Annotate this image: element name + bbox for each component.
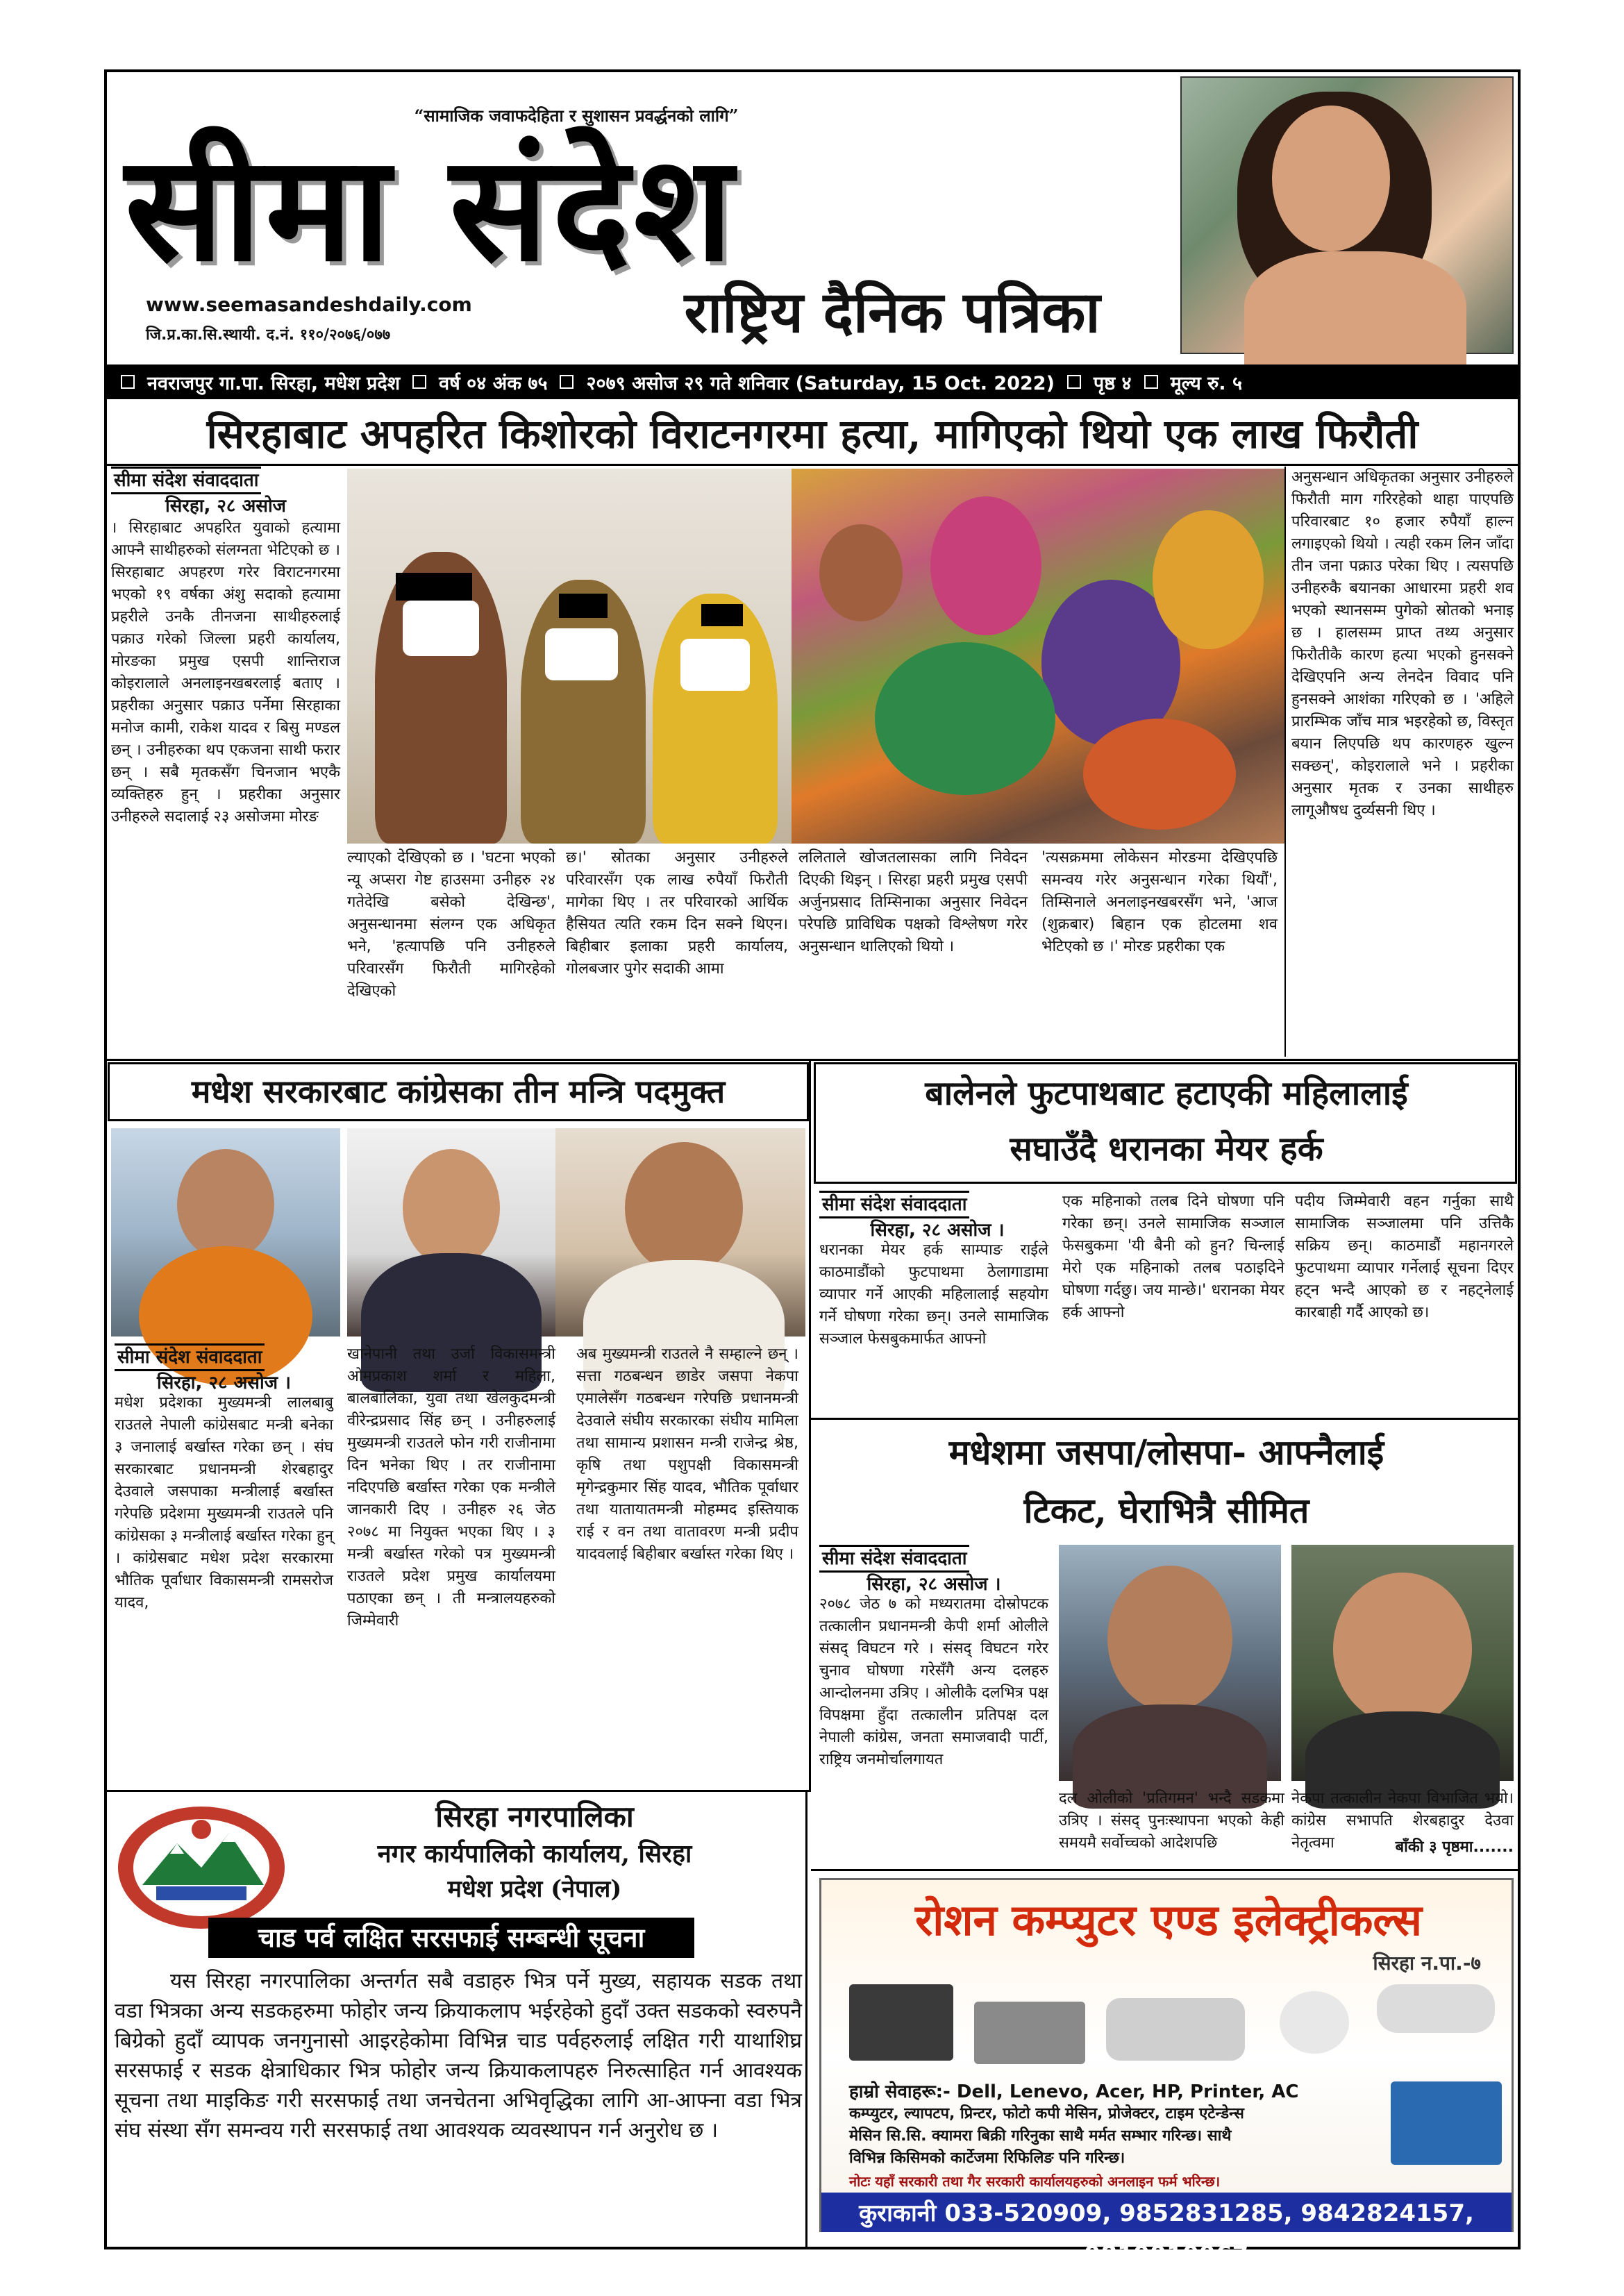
ad-location: सिरहा न.पा.-७ [1373, 1952, 1481, 1975]
story3-col1: धरानका मेयर हर्क साम्पाङ राईले काठमाडौंको फुटपाथमा ठेलागाडामा व्यापार गर्ने आएकी महिलालाई सहयोग गर्ने घोषणा गरेका छन्। उनले सामाजिक सञ्जाल फेसबुकमार्फत आफ्नो [819, 1241, 1048, 1348]
info-page: पृष्ठ ४ [1093, 372, 1132, 394]
face-mask [403, 601, 479, 656]
story2-col3: अब मुख्यमन्त्री राउतले नै सम्हाल्ने छन् । सत्ता गठबन्धन छाडेर जसपा नेकपा एमालेसँग गठबन्धन गरेपछि प्रधानमन्त्री देउवाले संघीय सरकारका संघीय मामिला तथा सामान्य प्रशासन मन्त्री राजेन्द्र श्रेष्ठ, कृषि तथा पशुपक्षी विकासमन्त्री मृगेन्द्रकुमार सिंह यादव, भौतिक पूर्वाधार तथा यातायातमन्त्री मोहम्मद इस्तियाक राई र वन तथा वातावरण मन्त्री प्रदीप यादवलाई बिहीबार बर्खास्त गरेका थिए । [576, 1346, 798, 1563]
square-bullet-icon [1067, 375, 1081, 389]
photo-face [177, 1149, 274, 1260]
story4-headline-line2: टिकट, घेराभित्रै सीमित [1023, 1490, 1309, 1531]
photo-face [1333, 1573, 1472, 1725]
info-bar [104, 364, 1521, 399]
divider [104, 1790, 811, 1792]
story1-col3: छ।' स्रोतका अनुसार उनीहरुले परिवारसँग एक लाख रुपैयाँ फिरौती मागेका थिए । तर परिवारको आर्थिक हैसियत त्यति रकम दिन सक्ने थिएन। बिहीबार इलाका प्रहरी कार्यालय, गोलबजार पुगेर सदाकी आमा [566, 849, 788, 978]
website-link[interactable]: www.seemasandeshdaily.com [146, 293, 472, 316]
story4-col3: नेकपा तत्कालीन नेकपा विभाजित भयो।कांग्रेस सभापति शेरबहादुर देउवा नेतृत्वमा [1291, 1790, 1514, 1852]
notice-org: सिरहा नगरपालिका [435, 1800, 634, 1834]
ad-services-line2: मेसिन सि.सि. क्यामरा बिक्री गरिनुका साथै मर्मत सम्भार गरिन्छ। साथै [849, 2127, 1232, 2145]
monitor-icon [849, 1984, 953, 2061]
printer-icon [974, 2002, 1085, 2064]
government-emblem [115, 1802, 288, 1934]
story3-col2: एक महिनाको तलब दिने घोषणा पनि गरेका छन्। उनले सामाजिक सञ्जाल फेसबुकमा 'यी बैनी को हुन? चिन्लाई मेरो एक महिनाको तलब पठाइदिने घोषणा गर्दछु। जय मान्छे।' धरानका मेयर हर्क आफ्नो [1062, 1193, 1284, 1321]
story2-dateline: सिरहा, २८ असोज । [157, 1373, 291, 1393]
face-mask [545, 628, 618, 680]
info-price: मूल्य रु. ५ [1170, 372, 1242, 394]
photo-person [875, 642, 1055, 795]
photo-face [625, 1142, 743, 1274]
story1-byline: सीमा संदेश संवाददाता [111, 467, 261, 494]
story2-col1: मधेश प्रदेशका मुख्यमन्त्री लालबाबु राउतले नेपाली कांग्रेसबाट मन्त्री बनेका ३ जनालाई बर्खास्त गरेका छन् । संघ सरकारबाट प्रधानमन्त्री शेरबहादुर देउवाले जसपाका मन्त्रीलाई बर्खास्त गरेपछि प्रदेशमा मुख्यमन्त्री राउतले पनि कांग्रेसका ३ मन्त्रीलाई बर्खास्त गरेका हुन् । कांग्रेसबाट मधेश प्रदेश सरकारमा भौतिक पूर्वाधार विकासमन्त्री रामसरोज यादव, [115, 1394, 333, 1611]
story2-minister1-photo [111, 1128, 340, 1336]
ad-shop-name: रोशन कम्प्युटर एण्ड इलेक्ट्रीकल्स [914, 1895, 1423, 1945]
story3-headline-line2: सघाउँदै धरानका मेयर हर्क [1010, 1130, 1323, 1168]
story1-dateline: सिरहा, २८ असोज [165, 496, 286, 517]
story4-headline[interactable] [819, 1423, 1514, 1540]
notice-province: मधेश प्रदेश (नेपाल) [447, 1875, 622, 1903]
ad-contact[interactable]: कुराकानी 033-520909, 9852831285, 9842824157, 9819919967 [821, 2193, 1512, 2232]
story1-suspects-photo [347, 469, 792, 844]
story1-family-photo [792, 469, 1284, 844]
story2-byline: सीमा संदेश संवाददाता [115, 1343, 265, 1371]
story3-byline-block [819, 1191, 1055, 1242]
story4-politician2-photo [1291, 1545, 1514, 1781]
info-date: २०७९ असोज २९ गते शनिवार (Saturday, 15 Oct. 2022) [586, 372, 1055, 394]
info-volume: वर्ष ०४ अंक ७५ [439, 372, 548, 394]
story1-col2: ल्याएको देखिएको छ । 'घटना भएको न्यू अप्सरा गेष्ट हाउसमा उनीहरु २४ गतेदेखि बसेको देखिन्छ', अनुसन्धानमा संलग्न एक अधिकृत भने, 'हत्यापछि पनि उनीहरुले परिवारसँग फिरौती मागिरहेको देखिएको [347, 849, 555, 1000]
notice-title: चाड पर्व लक्षित सरसफाई सम्बन्धी सूचना [208, 1918, 694, 1958]
computer-shop-ad[interactable] [819, 1878, 1514, 2269]
column-rule [805, 1791, 807, 2249]
censor-bar [559, 594, 608, 618]
story4-col1: २०७८ जेठ ७ को मध्यरातमा दोस्रोपटक तत्कालीन प्रधानमन्त्री केपी शर्मा ओलीले संसद् विघटन गरे । संसद् विघटन गरेर चुनाव घोषणा गरेसँगै अन्य दलहरु आन्दोलनमा उत्रिए । ओलीकै दलभित्र पक्ष विपक्षमा हुँदा तत्कालीन प्रतिपक्ष दल नेपाली कांग्रेस, जनता समाजवादी पार्टी, राष्ट्रिय जनमोर्चालगायत [819, 1595, 1048, 1768]
photo-person [521, 580, 646, 844]
story1-col1: । सिरहाबाट अपहरित युवाको हत्यामा आफ्नै साथीहरुको संलग्नता भेटिएको छ । सिरहाबाट अपहरण गरेर विराटनगरमा भएको १९ वर्षका अंशु सदाको हत्यामा प्रहरीले उनकै तीनजना साथीहरुलाई पक्राउ गरेको जिल्ला प्रहरी कार्यालय, मोरङका प्रमुख एसपी शान्तिराज कोइरालाले अनलाइनखबरलाई बताए । प्रहरीका अनुसार पक्राउ पर्नेमा सिरहाका मनोज कामी, राकेश यादव र बिसु मण्डल छन् । उनीहरुका थप एकजना साथी फरार छन् । सबै मृतकसँग चिनजान भएकै व्यक्तिहरु हुन् । प्रहरीका अनुसार उनीहरुले सदालाई २३ असोजमा मोरङ [111, 519, 340, 826]
story4-byline: सीमा संदेश संवाददाता [819, 1545, 969, 1573]
info-address: नवराजपुर गा.पा. सिरहा, मधेश प्रदेश [147, 372, 401, 394]
photo-person [930, 496, 1041, 635]
story1-col5: 'त्यसक्रममा लोकेसन मोरङमा देखिएपछि समन्वय गरेर अनुसन्धान गरेका थियौं', तिम्सिनाले अनलाइनखबरसँग भने, 'आज (शुक्रबार) बिहान एक होटलमा शव भेटिएको छ ।' मोरङ प्रहरीका एक [1041, 849, 1278, 955]
notice-office: नगर कार्यपालिको कार्यालय, सिरहा [377, 1839, 692, 1868]
column-rule [1284, 467, 1286, 1057]
newspaper-logo: सीमा संदेश [125, 122, 737, 294]
ad-note: नोटः यहाँ सरकारी तथा गैर सरकारी कार्यालयहरुको अनलाइन फर्म भरिन्छ। [849, 2173, 1221, 2190]
ad-brands: हाम्रो सेवाहरू:- Dell, Lenevo, Acer, HP, Printer, AC [849, 2081, 1299, 2102]
cover-photo-face [1272, 106, 1390, 251]
laptop-icon [1391, 2081, 1502, 2165]
story1-byline-block [111, 467, 340, 518]
nepal-emblem-icon [115, 1802, 288, 1934]
story3-headline[interactable] [819, 1066, 1514, 1177]
censor-bar [396, 573, 472, 601]
story1-col4: ललिताले खोजतलासका लागि निवेदन दिएकी थिइन् । सिरहा प्रहरी प्रमुख एसपी अर्जुनप्रसाद तिम्सिनाका अनुसार निवेदन परेपछि प्राविधिक पक्षको विश्लेषण गरेर अनुसन्धान थालिएको थियो । [798, 849, 1028, 955]
story2-byline-block [115, 1343, 333, 1395]
story4-byline-block [819, 1545, 1048, 1596]
divider [811, 1418, 1519, 1420]
photo-face [403, 1149, 500, 1267]
divider [811, 1869, 1519, 1871]
story2-minister2-photo [347, 1128, 555, 1336]
divider [104, 464, 1521, 466]
face-mask [680, 639, 750, 691]
photo-person [1153, 510, 1264, 649]
photo-person [653, 594, 778, 844]
story4-politician1-photo [1059, 1545, 1281, 1781]
story3-headline-line1: बालेनले फुटपाथबाट हटाएकी महिलालाई [925, 1074, 1408, 1113]
square-bullet-icon [121, 375, 135, 389]
photo-person [819, 524, 903, 621]
dome-camera-icon [1280, 1991, 1349, 2054]
story2-headline[interactable]: मधेश सरकारबाट कांग्रेसका तीन मन्त्रि पदमुक्त [191, 1073, 726, 1110]
square-bullet-icon [1144, 375, 1158, 389]
cover-photo [1180, 76, 1514, 354]
story4-headline-line1: मधेशमा जसपा/लोसपा- आफ्नैलाई [948, 1432, 1384, 1473]
photo-face [1107, 1566, 1232, 1711]
story1-col6: अनुसन्धान अधिकृतका अनुसार उनीहरुले फिरौती माग गरिरहेको थाहा पाएपछि परिवारबाट १० हजार रुपैयाँ हाल्न लगाइएको थियो । त्यही रकम लिन जाँदा तीन जना पक्राउ परेका थिए । त्यसपछि उनीहरुकै बयानका आधारमा प्रहरी शव भएको स्थानसम्म पुगेको स्रोतको भनाइ छ । हालसम्म प्राप्त तथ्य अनुसार फिरौतीकै कारण हत्या भएको हुनसक्ने देखिएपनि अन्य लेनदेन विवाद पनि हुनसक्ने आशंका गरिएको छ । 'अहिले प्रारम्भिक जाँच मात्र भइरहेको छ, विस्तृत बयान लिएपछि थप कारणहरु खुल्न सक्छन्', कोइरालाले भने । प्रहरीका अनुसार मृतक र उनका साथीहरु लागूऔषध दुर्व्यसनी थिए । [1291, 469, 1514, 819]
story3-byline: सीमा संदेश संवाददाता [819, 1191, 969, 1218]
story4-dateline: सिरहा, २८ असोज । [867, 1574, 1001, 1595]
story4-col2: दल ओलीको 'प्रतिगमन' भन्दै सडकमा उत्रिए । संसद् पुनःस्थापना भएको केही समयमै सर्वोच्चको आदेशपछि [1059, 1790, 1284, 1852]
masthead-tagline: “सामाजिक जवाफदेहिता र सुशासन प्रवर्द्धनको लागि” [414, 106, 739, 126]
story4-continued[interactable]: बाँकी ३ पृष्ठमा....... [1395, 1838, 1514, 1856]
ad-services-line1: कम्प्युटर, ल्यापटप, प्रिन्टर, फोटो कपी मेसिन, प्रोजेक्टर, टाइम एटेन्डेन्स [849, 2105, 1244, 2122]
square-bullet-icon [560, 375, 574, 389]
masthead-subtitle: राष्ट्रिय दैनिक पत्रिका [684, 279, 1100, 346]
photo-person [1083, 719, 1236, 830]
story3-col3: पदीय जिम्मेवारी वहन गर्नुका साथै सामाजिक सञ्जालमा पनि उत्तिकै सक्रिय छन्। काठमाडौं महानगरले फुटपाथमा व्यापार गर्नेलाई सूचना दिएर हट्न भन्दै आएको छ र नहट्नेलाई कारबाही गर्दै आएको छ। [1295, 1193, 1514, 1321]
story2-col2: खानेपानी तथा उर्जा विकासमन्त्री ओमप्रकाश शर्मा र महिला, बालबालिका, युवा तथा खेलकुदमन्त्री वीरेन्द्रप्रसाद सिंह छन् । उनीहरुलाई मुख्यमन्त्री राउतले फोन गरी राजीनामा दिन भनेका थिए । तर राजीनामा नदिएपछि बर्खास्त गरेका एक मन्त्रीले जानकारी दिए । उनीहरु २६ जेठ २०७८ मा नियुक्त भएका थिए । ३ मन्त्री बर्खास्त गरेको पत्र मुख्यमन्त्री राउतले प्रदेश प्रमुख कार्यालयमा पठाएका छन् । ती मन्त्रालयहरुको जिम्मेवारी [347, 1346, 555, 1629]
story1-headline[interactable]: सिरहाबाट अपहरित किशोरको विराटनगरमा हत्या, मागिएको थियो एक लाख फिरौती [206, 410, 1418, 458]
ad-services-line3: विभिन्न किसिमको कार्टेजमा रिफिलिङ पनि गरिन्छ। [849, 2150, 1125, 2167]
notice-body: यस सिरहा नगरपालिका अन्तर्गत सबै वडाहरु भित्र पर्ने मुख्य, सहायक सडक तथा वडा भित्रका अन्य सडकहरुमा फोहोर जन्य क्रियाकलाप भईरहेको हुदाँ उक्त सडकको स्वरुपनै बिग्रेको हुदाँ व्यापक जनगुनासो आइरहेकोमा विभिन्न चाड पर्वहरुलाई लक्षित गरी याथाशिघ्र सरसफाई र सडक क्षेत्राधिकार भित्र फोहोर जन्य क्रियाकलापहरु निरुत्साहित गर्न आवश्यक सूचना तथा माइकिङ गरी सरसफाई तथा जनचेतना अभिवृद्धिका लागि आ-आफ्ना वडा भित्र संघ संस्था सँग समन्वय गरी सरसफाई तथा आवश्यक व्यवस्थापन गर्न अनुरोध छ । [115, 1969, 802, 2143]
cctv-camera-icon [1377, 1984, 1495, 2033]
censor-bar [701, 604, 743, 626]
column-rule [809, 1061, 811, 1790]
divider [104, 1059, 1521, 1061]
registration-number: जि.प्र.का.सि.स्थायी. द.नं. ११०/२०७६/०७७ [146, 326, 391, 344]
projector-icon [1106, 1998, 1245, 2061]
story3-dateline: सिरहा, २८ असोज । [870, 1220, 1005, 1241]
square-bullet-icon [412, 375, 426, 389]
story2-minister3-photo [555, 1128, 805, 1336]
